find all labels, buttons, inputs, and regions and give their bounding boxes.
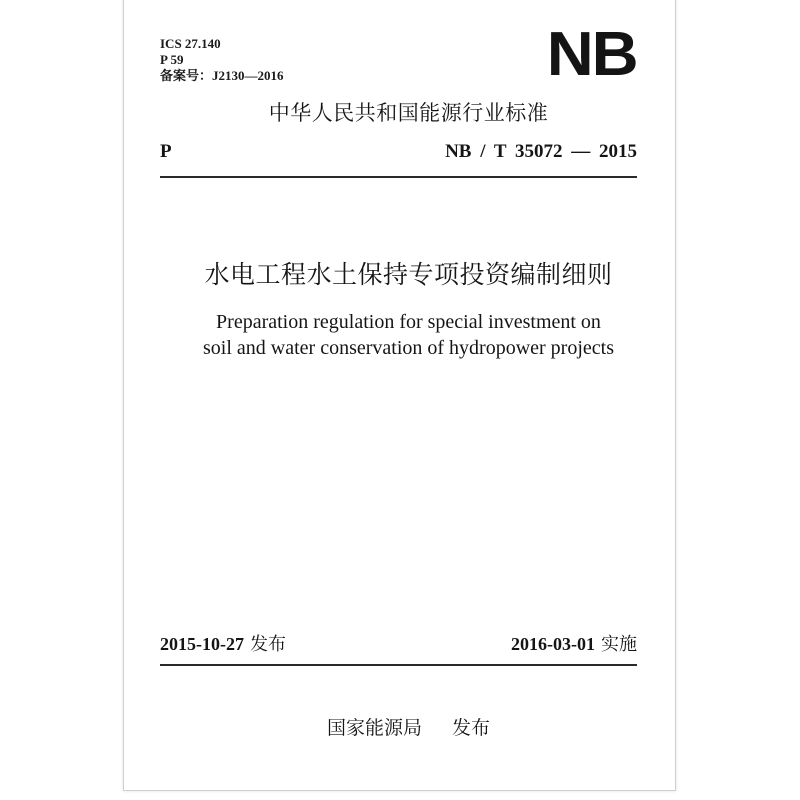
title-chinese: 水电工程水土保持专项投资编制细则 [204,260,613,289]
standard-cover [123,0,676,791]
title-english-line1: Preparation regulation for special investment on [216,311,601,333]
category-code: P [160,141,172,162]
implement-date-block [511,632,637,657]
industry-standard-heading: 中华人民共和国能源行业标准 [268,101,549,125]
publisher-name: 国家能源局 [326,717,422,739]
ics-code: ICS 27.140 [160,36,221,51]
bottom-divider [160,664,637,666]
top-divider [160,176,637,178]
publisher-block [124,715,675,741]
title-english [124,309,675,361]
title-english-line2: soil and water conservation of hydropower projects [203,337,614,359]
classification-block [160,36,284,84]
ccs-code: P 59 [160,52,184,67]
filing-number: 备案号：J2130—2016 [160,68,284,83]
implement-date: 2016-03-01 [511,634,595,654]
issue-date: 2015-10-27 [160,634,244,654]
issue-label: 发布 [250,634,286,655]
publisher-action: 发布 [452,717,491,739]
implement-label: 实施 [601,634,637,655]
issue-date-block [160,632,286,657]
standard-number: NB / T 35072 — 2015 [445,141,637,162]
nb-logo: NB [547,20,637,89]
